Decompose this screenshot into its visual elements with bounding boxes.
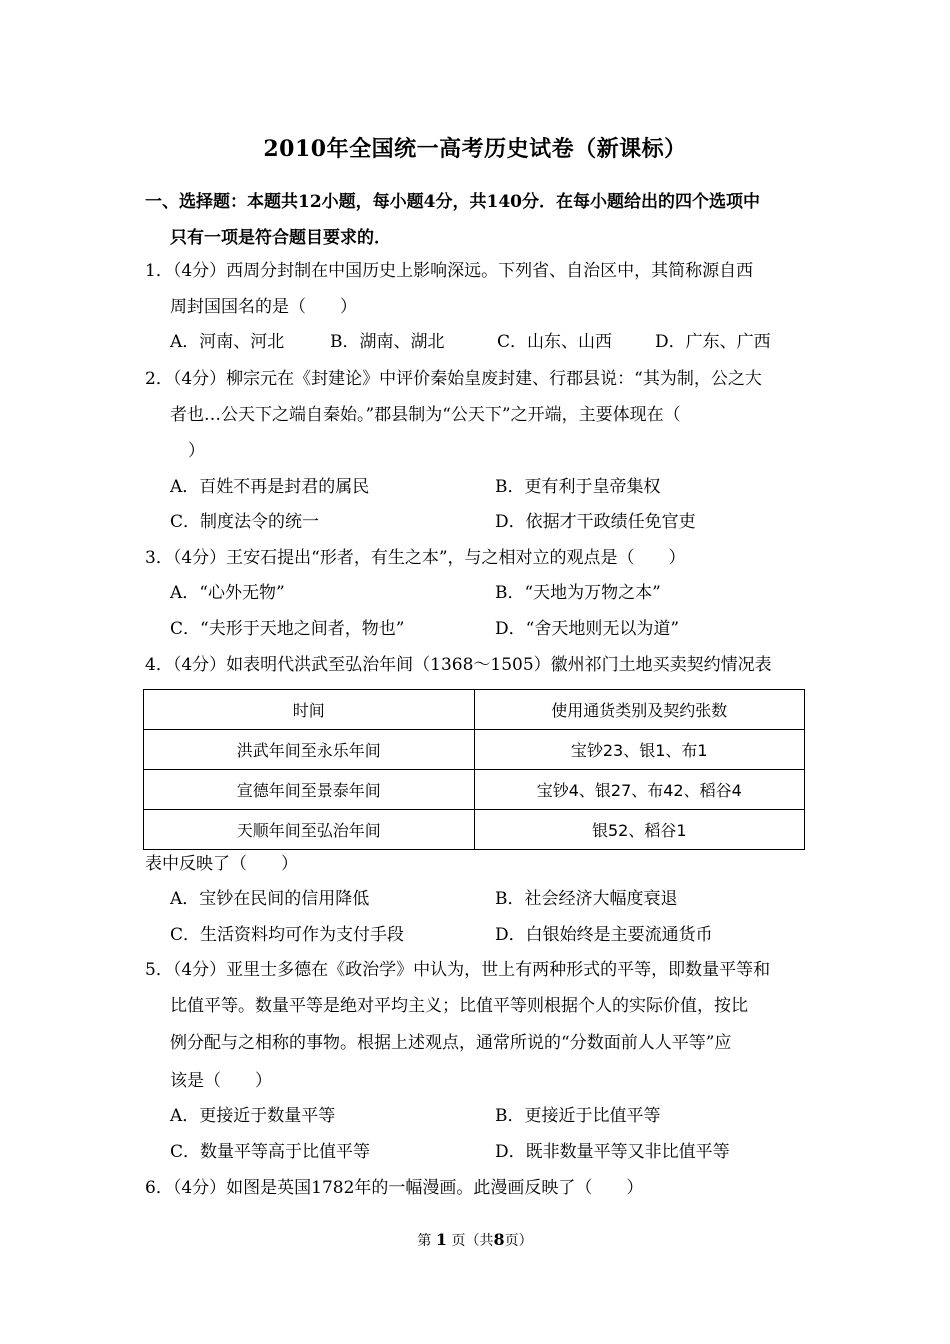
q2-option-d: D．依据才干政绩任免官吏 (495, 512, 696, 532)
q5-line2: 比值平等。数量平等是绝对平均主义；比值平等则根据个人的实际价值，按比 (170, 996, 748, 1016)
q4-line1: 4．（4分）如表明代洪武至弘治年间（1368～1505）徽州祁门土地买卖契约情况表 (145, 655, 772, 675)
footer-page-number: 1 (435, 1230, 447, 1249)
q5-option-a: A．更接近于数量平等 (170, 1106, 336, 1126)
table-header-row (144, 690, 805, 730)
q3-option-c: C．“夫形于天地之间者，物也” (170, 619, 405, 639)
q3-option-d: D．“舍天地则无以为道” (495, 619, 680, 639)
q5-line3: 例分配与之相称的事物。根据上述观点，通常所说的“分数面前人人平等”应 (170, 1033, 732, 1053)
q3-line1: 3．（4分）王安石提出“形者，有生之本”，与之相对立的观点是（ ） (145, 548, 686, 568)
table-cell: 洪武年间至永乐年间 (144, 730, 475, 770)
table-cell: 宣德年间至景泰年间 (144, 770, 475, 810)
q5-line4: 该是（ ） (170, 1071, 272, 1091)
q4-after-table: 表中反映了（ ） (145, 854, 298, 874)
q2-line1: 2．（4分）柳宗元在《封建论》中评价秦始皇废封建、行郡县说：“其为制，公之大 (145, 369, 762, 389)
q1-option-d: D．广东、广西 (655, 332, 771, 352)
q2-option-b: B．更有利于皇帝集权 (495, 477, 661, 497)
q2-line2: 者也…公天下之端自秦始。”郡县制为“公天下”之开端，主要体现在（ (170, 405, 681, 425)
q6-line1: 6．（4分）如图是英国1782年的一幅漫画。此漫画反映了（ ） (145, 1178, 644, 1198)
footer-prefix: 第 (417, 1233, 432, 1249)
table-cell: 银52、稻谷1 (474, 810, 805, 850)
q5-option-c: C．数量平等高于比值平等 (170, 1142, 371, 1162)
table-row (144, 730, 805, 770)
q2-option-a: A．百姓不再是封君的属民 (170, 477, 370, 497)
q5-option-d: D．既非数量平等又非比值平等 (495, 1142, 730, 1162)
section-heading-line1: 一、选择题：本题共12小题，每小题4分，共140分．在每小题给出的四个选项中 (145, 192, 760, 212)
q1-line1: 1．（4分）西周分封制在中国历史上影响深远。下列省、自治区中，其简称源自西 (145, 261, 754, 281)
table-header-cell: 使用通货类别及契约张数 (474, 690, 805, 730)
footer-total-pages: 8 (493, 1230, 505, 1249)
section-heading (145, 184, 815, 256)
q4-option-a: A．宝钞在民间的信用降低 (170, 889, 370, 909)
table-cell: 宝钞4、银27、布42、稻谷4 (474, 770, 805, 810)
q4-option-b: B．社会经济大幅度衰退 (495, 889, 678, 909)
table-header-cell: 时间 (144, 690, 475, 730)
table-row (144, 770, 805, 810)
table-cell: 天顺年间至弘治年间 (144, 810, 475, 850)
q2-line3: ） (188, 441, 205, 461)
q4-option-d: D．白银始终是主要流通货币 (495, 925, 713, 945)
q1-line2: 周封国国名的是（ ） (170, 297, 357, 317)
section-heading-line2: 只有一项是符合题目要求的． (170, 228, 391, 248)
q5-line1: 5．（4分）亚里士多德在《政治学》中认为，世上有两种形式的平等，即数量平等和 (145, 960, 771, 980)
q2-option-c: C．制度法令的统一 (170, 512, 320, 532)
q4-table (143, 689, 805, 850)
table-cell: 宝钞23、银1、布1 (474, 730, 805, 770)
footer-suffix: 页） (504, 1233, 533, 1249)
q1-option-a: A．河南、河北 (170, 332, 285, 352)
page-title: 2010年全国统一高考历史试卷（新课标） (263, 136, 687, 162)
footer-middle: 页（共 (451, 1233, 494, 1249)
q1-option-c: C．山东、山西 (497, 332, 613, 352)
q5-option-b: B．更接近于比值平等 (495, 1106, 661, 1126)
q3-option-b: B．“天地为万物之本” (495, 583, 661, 603)
q4-option-c: C．生活资料均可作为支付手段 (170, 925, 405, 945)
q3-option-a: A．“心外无物” (170, 583, 285, 603)
q1-option-b: B．湖南、湖北 (330, 332, 445, 352)
table-row (144, 810, 805, 850)
page-footer (0, 1230, 950, 1250)
